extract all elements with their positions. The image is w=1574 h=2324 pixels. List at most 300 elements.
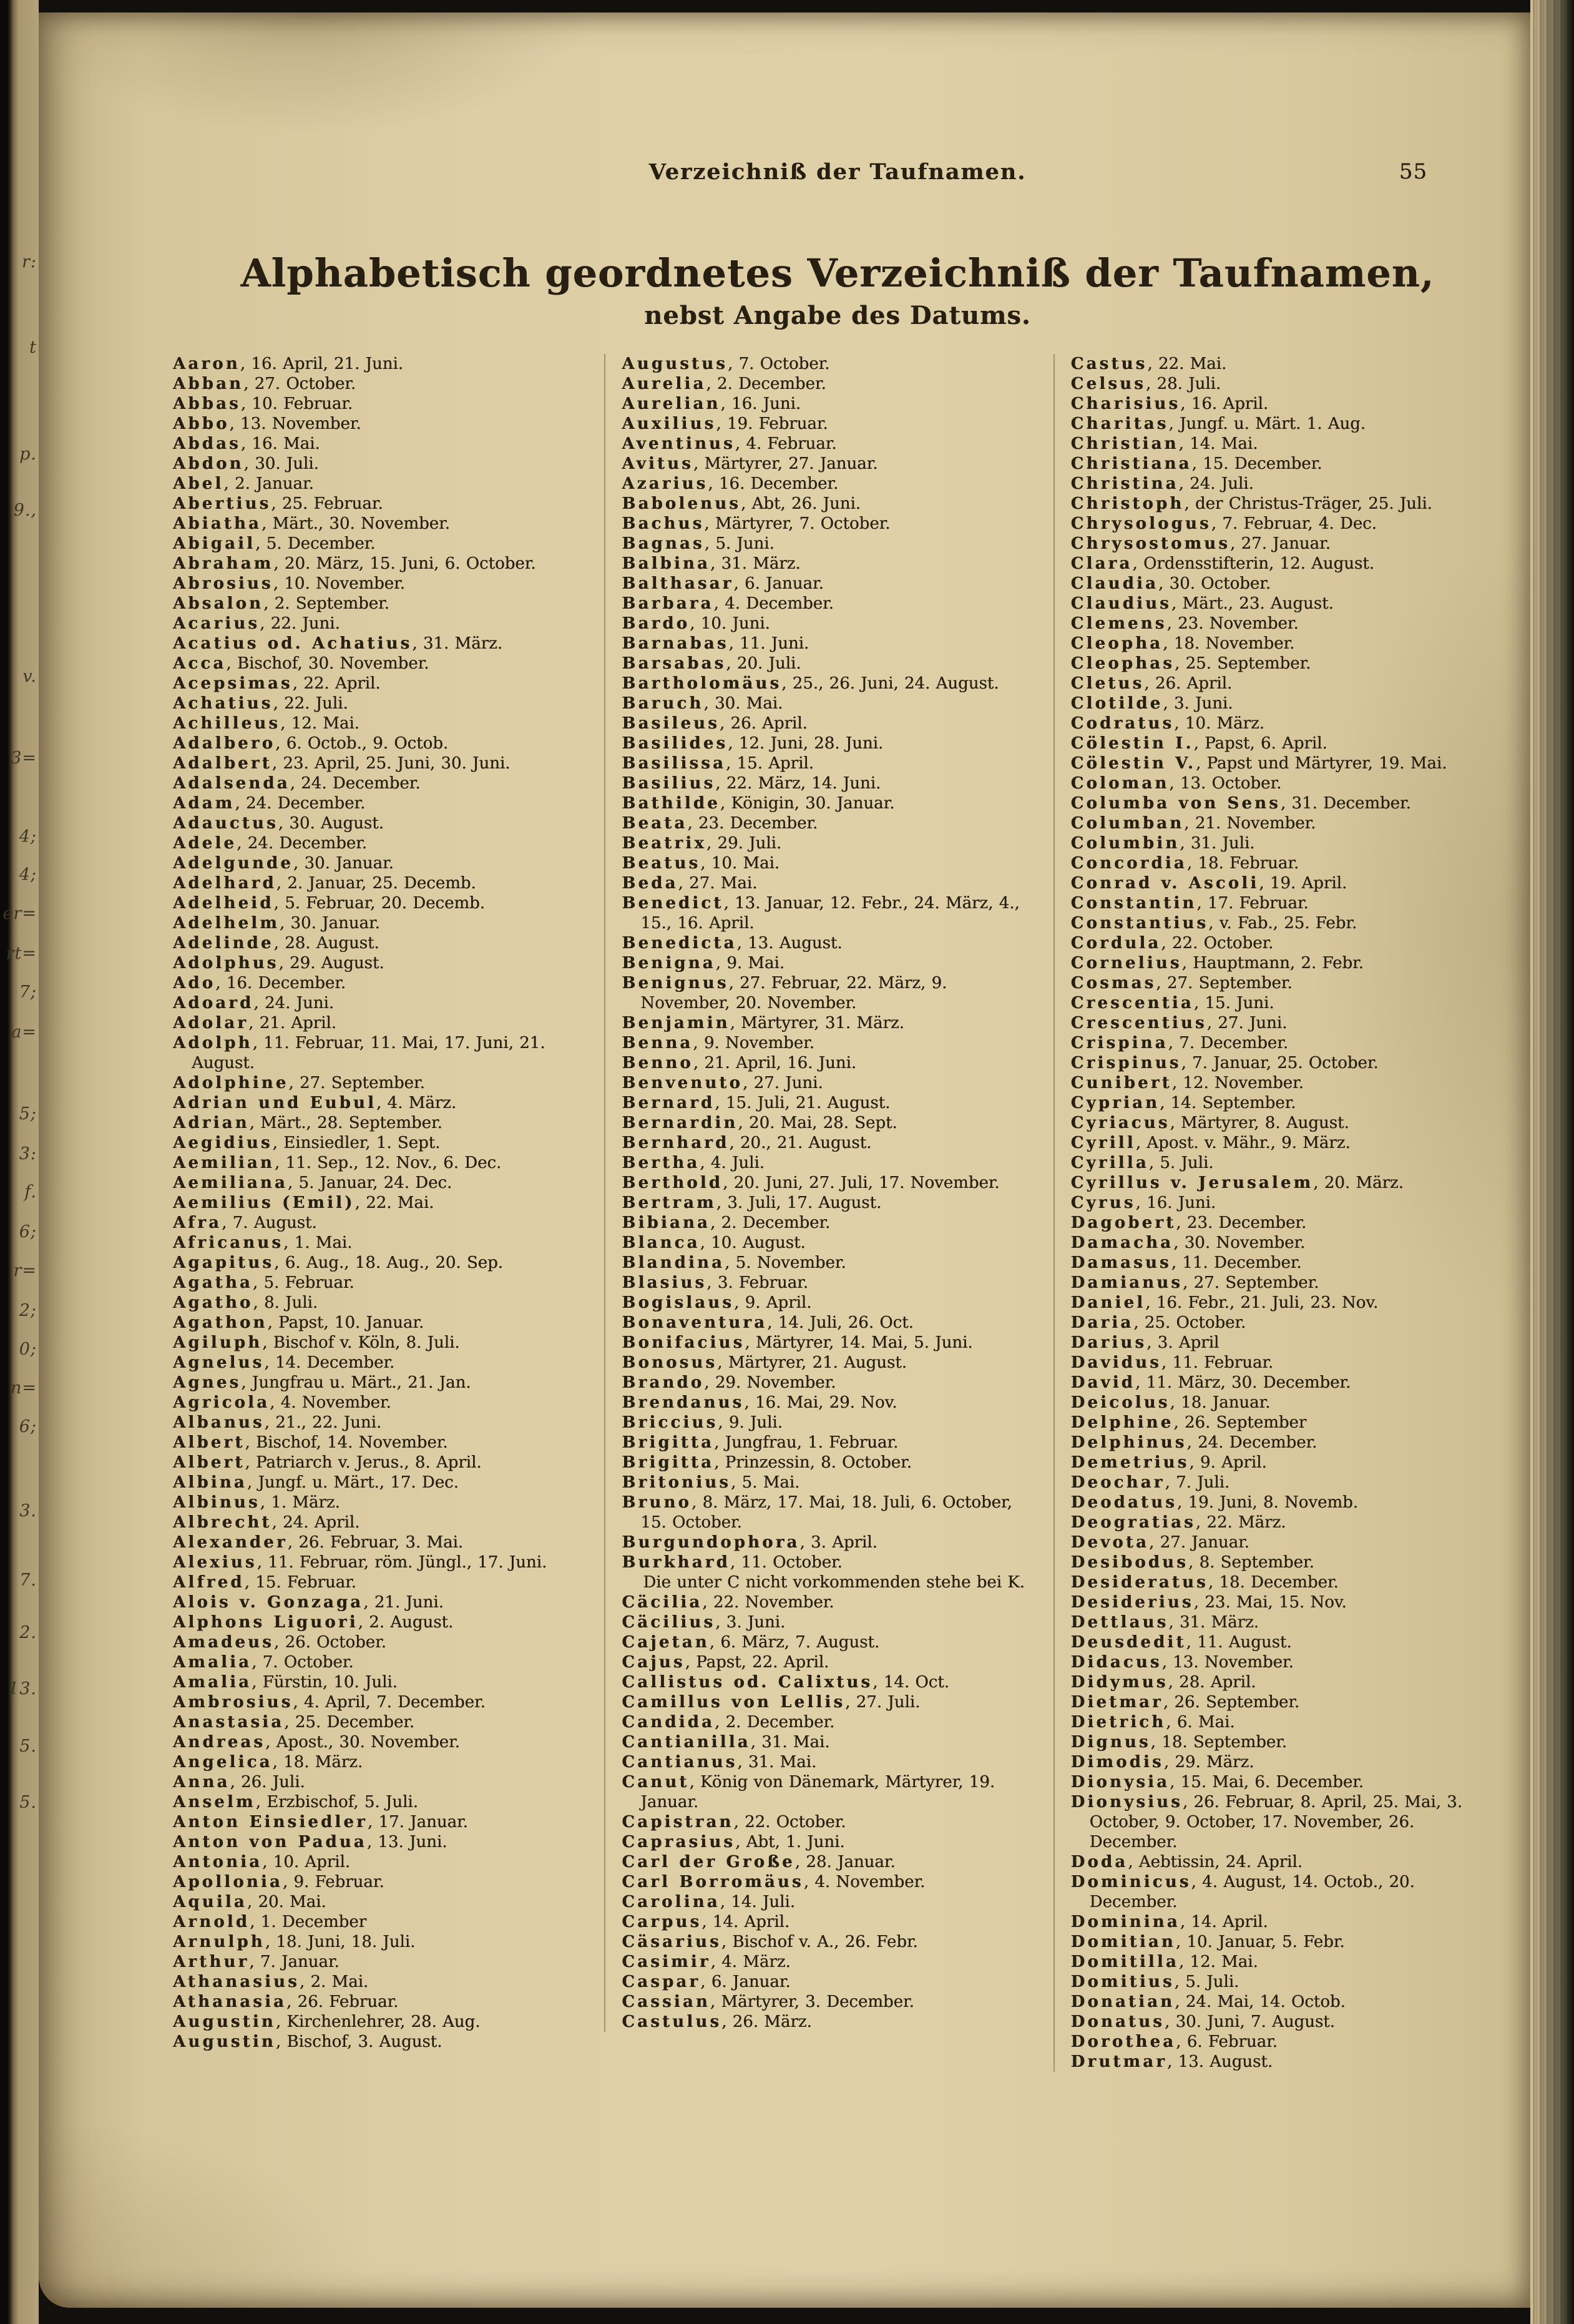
baptismal-name: Dignus [1070,1733,1151,1752]
name-entry: Bernhard, 20., 21. August. [622,1134,872,1153]
baptismal-name: Abigail [173,534,256,554]
book-page [39,12,1530,2308]
baptismal-name: Dominicus [1070,1873,1191,1892]
baptismal-name: Amadeus [173,1633,274,1652]
name-entry: Acepsimas, 22. April. [173,674,381,694]
name-entry: Azarius, 16. December. [622,474,839,494]
name-entry: Columba von Sens, 31. December. [1070,794,1411,813]
name-entry: Achatius, 22. Juli. [173,694,348,713]
name-entry: Benna, 9. November. [622,1034,814,1053]
name-entry: Casimir, 4. März. [622,1953,791,1972]
baptismal-name: Auxilius [622,414,716,434]
name-entry: Brigitta, Jungfrau, 1. Februar. [622,1433,899,1453]
name-entry: Agnes, Jungfrau u. Märt., 21. Jan. [173,1373,471,1393]
name-entry: Damianus, 27. September. [1070,1273,1319,1293]
name-entry: Cölestin I., Papst, 6. April. [1070,734,1327,753]
baptismal-name: Agatha [173,1273,253,1293]
baptismal-name: Cyriacus [1070,1114,1170,1133]
baptismal-name: Baruch [622,694,704,713]
baptismal-name: Desiderius [1070,1593,1194,1612]
name-entry: Aaron, 16. April, 21. Juni. [173,355,404,374]
handwritten-margin-note: 13. [8,1679,37,1699]
baptismal-name: Christiana [1070,454,1192,474]
baptismal-name: Barsabas [622,654,726,674]
baptismal-name: Adolph [173,1034,253,1053]
baptismal-name: Acatius od. Achatius [173,634,413,654]
baptismal-name: Bernardin [622,1114,738,1133]
name-entry: Celsus, 28. Juli. [1070,375,1221,394]
baptismal-name: Cantianus [622,1753,738,1772]
baptismal-name: Caprasius [622,1833,736,1852]
name-entry: Agiluph, Bischof v. Köln, 8. Juli. [173,1333,460,1353]
name-entry: Desideratus, 18. December. [1070,1573,1339,1592]
baptismal-name: Albrecht [173,1513,272,1532]
baptismal-name: Babolenus [622,494,741,514]
name-entry: Crescentia, 15. Juni. [1070,994,1274,1013]
name-entry: Cyrill, Apost. v. Mähr., 9. März. [1070,1134,1351,1153]
baptismal-name: Cyrillus v. Jerusalem [1070,1174,1314,1193]
baptismal-name: Coloman [1070,774,1170,793]
baptismal-name: Adolar [173,1014,249,1033]
baptismal-name: Damacha [1070,1233,1174,1253]
name-entry: Dettlaus, 31. März. [1070,1613,1259,1632]
name-entry: Delphine, 26. September [1070,1413,1307,1433]
baptismal-name: Bruno [622,1493,692,1513]
baptismal-name: Domitilla [1070,1953,1179,1972]
name-entry: Abraham, 20. März, 15. Juni, 6. October. [173,554,536,574]
baptismal-name: Columbin [1070,834,1180,853]
name-entry: Carolina, 14. Juli. [622,1893,795,1912]
baptismal-name: Doda [1070,1853,1128,1872]
baptismal-name: Adelhelm [173,914,280,933]
name-entry: Aurelian, 16. Juni. [622,395,801,414]
baptismal-name: Devota [1070,1533,1150,1552]
name-entry: Delphinus, 24. December. [1070,1433,1317,1453]
name-entry: Albina, Jungf. u. Märt., 17. Dec. [173,1473,459,1493]
baptismal-name: Cyrilla [1070,1154,1149,1173]
baptismal-name: Dietmar [1070,1693,1163,1712]
baptismal-name: Deodatus [1070,1493,1177,1513]
name-entry: Adolphine, 27. September. [173,1074,425,1093]
baptismal-name: Dietrich [1070,1713,1166,1732]
name-entry: Cyrilla, 5. Juli. [1070,1154,1214,1173]
name-entry: Albert, Bischof, 14. November. [173,1433,448,1453]
name-entry: Bagnas, 5. Juni. [622,534,775,554]
baptismal-name: Christian [1070,434,1179,454]
baptismal-name: Christina [1070,474,1179,494]
name-entry: Desibodus, 8. September. [1070,1553,1314,1572]
name-entry: Dominicus, 4. August, 14. Octob., 20. December. [1070,1873,1415,1912]
name-entry: Beata, 23. December. [622,814,818,833]
baptismal-name: Acarius [173,614,260,634]
baptismal-name: Capistran [622,1813,734,1832]
name-entry: Bonifacius, Märtyrer, 14. Mai, 5. Juni. [622,1333,973,1353]
name-entry: Cyrus, 16. Juni. [1070,1194,1216,1213]
baptismal-name: Adalbero [173,734,276,753]
baptismal-name: Benvenuto [622,1074,743,1093]
baptismal-name: Carpus [622,1913,702,1932]
name-entry: Callistus od. Calixtus, 14. Oct. [622,1673,949,1692]
name-entry: Balthasar, 6. Januar. [622,574,824,594]
page-subtitle: nebst Angabe des Datums. [644,301,1031,331]
name-entry: Constantius, v. Fab., 25. Febr. [1070,914,1357,933]
baptismal-name: Cleopha [1070,634,1163,654]
baptismal-name: Agathon [173,1313,268,1333]
baptismal-name: Castus [1070,355,1148,374]
baptismal-name: Abbas [173,395,241,414]
handwritten-margin-note: 5; [19,1104,37,1124]
name-entry: Desiderius, 23. Mai, 15. Nov. [1070,1593,1347,1612]
name-entry: Agnelus, 14. December. [173,1353,395,1373]
baptismal-name: Albinus [173,1493,260,1513]
name-entry: Acarius, 22. Juni. [173,614,340,634]
name-entry: Apollonia, 9. Februar. [173,1873,384,1892]
baptismal-name: Davidus [1070,1353,1161,1373]
name-entry: David, 11. März, 30. December. [1070,1373,1351,1393]
name-entry: Burgundophora, 3. April. [622,1533,877,1552]
handwritten-margin-note: n= [10,1378,37,1398]
baptismal-name: Christoph [1070,494,1185,514]
name-entry: Charisius, 16. April. [1070,395,1269,414]
baptismal-name: Daniel [1070,1293,1146,1313]
name-entry: Coloman, 13. October. [1070,774,1282,793]
baptismal-name: Athanasia [173,1993,287,2012]
baptismal-name: Augustin [173,2032,276,2052]
handwritten-margin-note: 4; [19,827,37,846]
baptismal-name: Basilides [622,734,728,753]
name-entry: Constantin, 17. Februar. [1070,894,1309,913]
name-entry: Aventinus, 4. Februar. [622,434,837,454]
name-entry: Barbara, 4. December. [622,594,834,614]
name-entry: Daria, 25. October. [1070,1313,1246,1333]
baptismal-name: Abdon [173,454,244,474]
baptismal-name: Caspar [622,1973,701,1992]
name-entry: Auxilius, 19. Februar. [622,414,828,434]
handwritten-margin-note: 4; [19,865,37,885]
name-entry: Athanasius, 2. Mai. [173,1973,369,1992]
name-entry: Abrosius, 10. November. [173,574,405,594]
name-entry: Adelhard, 2. Januar, 25. Decemb. [173,874,476,893]
baptismal-name: Desideratus [1070,1573,1208,1592]
name-entry: Conrad v. Ascoli, 19. April. [1070,874,1347,893]
name-entry: Augustin, Bischof, 3. August. [173,2032,442,2052]
baptismal-name: Bagnas [622,534,705,554]
name-entry: Anna, 26. Juli. [173,1773,305,1792]
baptismal-name: Abiatha [173,514,262,534]
name-entry: Aegidius, Einsiedler, 1. Sept. [173,1134,441,1153]
baptismal-name: Castulus [622,2013,722,2032]
baptismal-name: Cyrill [1070,1134,1136,1153]
baptismal-name: Alois v. Gonzaga [173,1593,364,1612]
name-entry: Benedict, 13. Januar, 12. Febr., 24. März, 4., 15., 16. April. [622,894,1020,933]
name-entry: Bartholomäus, 25., 26. Juni, 24. August. [622,674,999,694]
name-entry: Angelica, 18. März. [173,1753,363,1772]
handwritten-margin-note: rt= [6,944,37,963]
baptismal-name: Constantin [1070,894,1197,913]
name-entry: Berthold, 20. Juni, 27. Juli, 17. November. [622,1174,1000,1193]
baptismal-name: Amalia [173,1673,252,1692]
page-number: 55 [1399,159,1427,184]
name-entry: Cäsarius, Bischof v. A., 26. Febr. [622,1933,918,1952]
baptismal-name: Callistus od. Calixtus [622,1673,873,1692]
name-entry: Didymus, 28. April. [1070,1673,1256,1692]
baptismal-name: Aventinus [622,434,735,454]
baptismal-name: Cäsarius [622,1933,721,1952]
baptismal-name: Carl der Große [622,1853,795,1872]
baptismal-name: Cletus [1070,674,1145,694]
baptismal-name: Adolphine [173,1074,289,1093]
baptismal-name: Balbina [622,554,710,574]
baptismal-name: Cäcilia [622,1593,703,1612]
name-entry: Agathon, Papst, 10. Januar. [173,1313,424,1333]
handwritten-margin-note: 7. [19,1571,37,1590]
baptismal-name: Agnelus [173,1353,265,1373]
baptismal-name: Anselm [173,1793,256,1812]
baptismal-name: Balthasar [622,574,734,594]
name-entry: Cleophas, 25. September. [1070,654,1311,674]
name-entry: Columbin, 31. Juli. [1070,834,1255,853]
baptismal-name: Bonosus [622,1353,718,1373]
name-entry: Bertha, 4. Juli. [622,1154,765,1173]
handwritten-margin-note: 2. [19,1623,37,1642]
baptismal-name: Abertius [173,494,271,514]
baptismal-name: Delphinus [1070,1433,1187,1453]
handwritten-margin-note: 0; [19,1340,37,1359]
name-entry: Cajetan, 6. März, 7. August. [622,1633,880,1652]
name-entry: Abban, 27. October. [173,375,356,394]
name-entry: Clara, Ordensstifterin, 12. August. [1070,554,1374,574]
baptismal-name: Dagobert [1070,1213,1176,1233]
name-entry: Adalbero, 6. Octob., 9. Octob. [173,734,449,753]
baptismal-name: Anton von Padua [173,1833,367,1852]
name-entry: Athanasia, 26. Februar. [173,1993,399,2012]
handwritten-margin-note: 5. [19,1793,37,1812]
baptismal-name: Deogratias [1070,1513,1196,1532]
baptismal-name: Aquila [173,1893,247,1912]
name-entry: Anton von Padua, 13. Juni. [173,1833,447,1852]
name-entry: Domitilla, 12. Mai. [1070,1953,1258,1972]
name-entry: Arnulph, 18. Juni, 18. Juli. [173,1933,416,1952]
baptismal-name: Codratus [1070,714,1175,733]
baptismal-name: Claudia [1070,574,1158,594]
baptismal-name: Bibiana [622,1213,710,1233]
margin-notes [0,0,39,2324]
name-entry: Basilius, 22. März, 14. Juni. [622,774,881,793]
name-entry: Cantianilla, 31. Mai. [622,1733,830,1752]
name-entry: Albinus, 1. März. [173,1493,340,1513]
name-entry: Cletus, 26. April. [1070,674,1233,694]
name-entry: Achilleus, 12. Mai. [173,714,359,733]
name-entry: Basilissa, 15. April. [622,754,814,773]
baptismal-name: Beatrix [622,834,706,853]
name-entry: Dorothea, 6. Februar. [1070,2032,1278,2052]
baptismal-name: Avitus [622,454,693,474]
baptismal-name: Blanca [622,1233,700,1253]
baptismal-name: Domitius [1070,1973,1175,1992]
baptismal-name: Brigitta [622,1433,715,1453]
baptismal-name: Domitian [1070,1933,1176,1952]
name-entry: Barnabas, 11. Juni. [622,634,809,654]
name-entry: Africanus, 1. Mai. [173,1233,353,1253]
baptismal-name: Deochar [1070,1473,1165,1493]
baptismal-name: Albanus [173,1413,265,1433]
name-entry: Claudius, Märt., 23. August. [1070,594,1334,614]
name-entry: Deochar, 7. Juli. [1070,1473,1230,1493]
name-entry: Carpus, 14. April. [622,1913,790,1932]
name-entry: Anton Einsiedler, 17. Januar. [173,1813,468,1832]
handwritten-margin-note: v. [22,667,37,686]
baptismal-name: Adam [173,794,235,813]
name-entry: Aquila, 20. Mai. [173,1893,326,1912]
baptismal-name: Agiluph [173,1333,263,1353]
name-entry: Clemens, 23. November. [1070,614,1299,634]
baptismal-name: Adelhard [173,874,276,893]
handwritten-margin-note: 2; [19,1301,37,1320]
name-entry: Amalia, 7. October. [173,1653,354,1672]
name-entry: Antonia, 10. April. [173,1853,351,1872]
name-entry: Cornelius, Hauptmann, 2. Febr. [1070,954,1364,973]
baptismal-name: Beatus [622,854,701,873]
baptismal-name: Abrosius [173,574,273,594]
baptismal-name: Anna [173,1773,230,1792]
baptismal-name: Columban [1070,814,1185,833]
name-entry: Chrysologus, 7. Februar, 4. Dec. [1070,514,1377,534]
baptismal-name: Athanasius [173,1973,300,1992]
name-entry: Brigitta, Prinzessin, 8. October. [622,1453,912,1473]
name-entry: Afra, 7. August. [173,1213,317,1233]
baptismal-name: Cyprian [1070,1094,1160,1113]
name-entry: Adrian und Eubul, 4. März. [173,1094,457,1113]
baptismal-name: Brendanus [622,1393,745,1413]
name-entry: Acatius od. Achatius, 31. März. [173,634,503,654]
baptismal-name: Albert [173,1453,245,1473]
name-entry: Augustin, Kirchenlehrer, 28. Aug. [173,2013,481,2032]
baptismal-name: Ambrosius [173,1693,293,1712]
name-entry: Bruno, 8. März, 17. Mai, 18. Juli, 6. October, 15. October. [622,1493,1012,1532]
name-entry: Ambrosius, 4. April, 7. December. [173,1693,486,1712]
name-entry: Cassian, Märtyrer, 3. December. [622,1993,914,2012]
name-entry: Cäcilius, 3. Juni. [622,1613,786,1632]
name-entry: Benignus, 27. Februar, 22. März, 9. November, 20. November. [622,974,947,1013]
name-entry: Balbina, 31. März. [622,554,801,574]
column-2 [604,354,1053,2032]
baptismal-name: Barbara [622,594,714,614]
name-entry: Cyrillus v. Jerusalem, 20. März. [1070,1174,1404,1193]
name-entry: Capistran, 22. October. [622,1813,846,1832]
baptismal-name: Donatus [1070,2013,1165,2032]
name-entry: Christian, 14. Mai. [1070,434,1258,454]
name-entry: Bachus, Märtyrer, 7. October. [622,514,891,534]
baptismal-name: Adelinde [173,934,274,953]
baptismal-name: Cordula [1070,934,1161,953]
baptismal-name: Carolina [622,1893,720,1912]
name-entry: Bardo, 10. Juni. [622,614,770,634]
baptismal-name: Deusdedit [1070,1633,1186,1652]
baptismal-name: Basilissa [622,754,726,773]
baptismal-name: Brando [622,1373,705,1393]
baptismal-name: Desibodus [1070,1553,1188,1572]
baptismal-name: Angelica [173,1753,273,1772]
name-entry: Bathilde, Königin, 30. Januar. [622,794,895,813]
handwritten-margin-note: 6; [19,1417,37,1436]
baptismal-name: Benna [622,1034,693,1053]
baptismal-name: Acca [173,654,227,674]
name-entry: Aemiliana, 5. Januar, 24. Dec. [173,1174,452,1193]
baptismal-name: Clemens [1070,614,1167,634]
baptismal-name: Claudius [1070,594,1171,614]
name-entry: Dionysia, 15. Mai, 6. December. [1070,1773,1364,1792]
name-entry: Beatrix, 29. Juli. [622,834,782,853]
baptismal-name: Briccius [622,1413,718,1433]
handwritten-margin-note: 9., [13,501,37,520]
baptismal-name: Abban [173,375,244,394]
name-entry: Adam, 24. December. [173,794,366,813]
name-entry: Agatho, 8. Juli. [173,1293,318,1313]
name-entry: Davidus, 11. Februar. [1070,1353,1274,1373]
baptismal-name: Aurelia [622,375,706,394]
name-entry: Abbo, 13. November. [173,414,361,434]
name-entry: Anselm, Erzbischof, 5. Juli. [173,1793,418,1812]
handwritten-margin-note: 6; [19,1222,37,1242]
name-entry: Cyprian, 14. September. [1070,1094,1296,1113]
baptismal-name: Beda [622,874,678,893]
baptismal-name: Abbo [173,414,230,434]
baptismal-name: Charitas [1070,414,1169,434]
baptismal-name: Bertha [622,1154,700,1173]
baptismal-name: Camillus von Lellis [622,1693,846,1712]
name-entry: Bertram, 3. Juli, 17. August. [622,1194,882,1213]
baptismal-name: Cäcilius [622,1613,716,1632]
baptismal-name: Demetrius [1070,1453,1190,1473]
name-entry: Donatus, 30. Juni, 7. August. [1070,2013,1335,2032]
baptismal-name: Aaron [173,355,240,374]
name-entry: Doda, Aebtissin, 24. April. [1070,1853,1303,1872]
name-entry: Deogratias, 22. März. [1070,1513,1286,1532]
name-entry: Concordia, 18. Februar. [1070,854,1299,873]
name-entry: Abdas, 16. Mai. [173,434,320,454]
baptismal-name: Bertram [622,1194,716,1213]
name-entry: Adalsenda, 24. December. [173,774,421,793]
name-entry: Columban, 21. November. [1070,814,1316,833]
name-entry: Anastasia, 25. December. [173,1713,415,1732]
name-entry: Cunibert, 12. November. [1070,1074,1304,1093]
baptismal-name: Benigna [622,954,716,973]
baptismal-name: Alexander [173,1533,288,1552]
name-entry: Christoph, der Christus-Träger, 25. Juli. [1070,494,1432,514]
name-entry: Christina, 24. Juli. [1070,474,1254,494]
baptismal-name: Dionysius [1070,1793,1183,1812]
name-entry: Christiana, 15. December. [1070,454,1322,474]
baptismal-name: Absalon [173,594,264,614]
name-entry: Baruch, 30. Mai. [622,694,783,713]
handwritten-margin-note: 3. [19,1501,37,1521]
name-entry: Dignus, 18. September. [1070,1733,1288,1752]
name-entry: Camillus von Lellis, 27. Juli. [622,1693,921,1712]
baptismal-name: Basilius [622,774,716,793]
baptismal-name: Carl Borromäus [622,1873,804,1892]
baptismal-name: Didacus [1070,1653,1162,1672]
baptismal-name: Benno [622,1054,693,1073]
handwritten-margin-note: t [29,338,37,357]
baptismal-name: Adolphus [173,954,279,973]
name-entry: Devota, 27. Januar. [1070,1533,1249,1552]
name-entry: Briccius, 9. Juli. [622,1413,783,1433]
baptismal-name: Darius [1070,1333,1147,1353]
name-entry: Cosmas, 27. September. [1070,974,1293,993]
baptismal-name: Cajetan [622,1633,710,1652]
handwritten-margin-note: f. [24,1182,37,1202]
baptismal-name: Clotilde [1070,694,1163,713]
